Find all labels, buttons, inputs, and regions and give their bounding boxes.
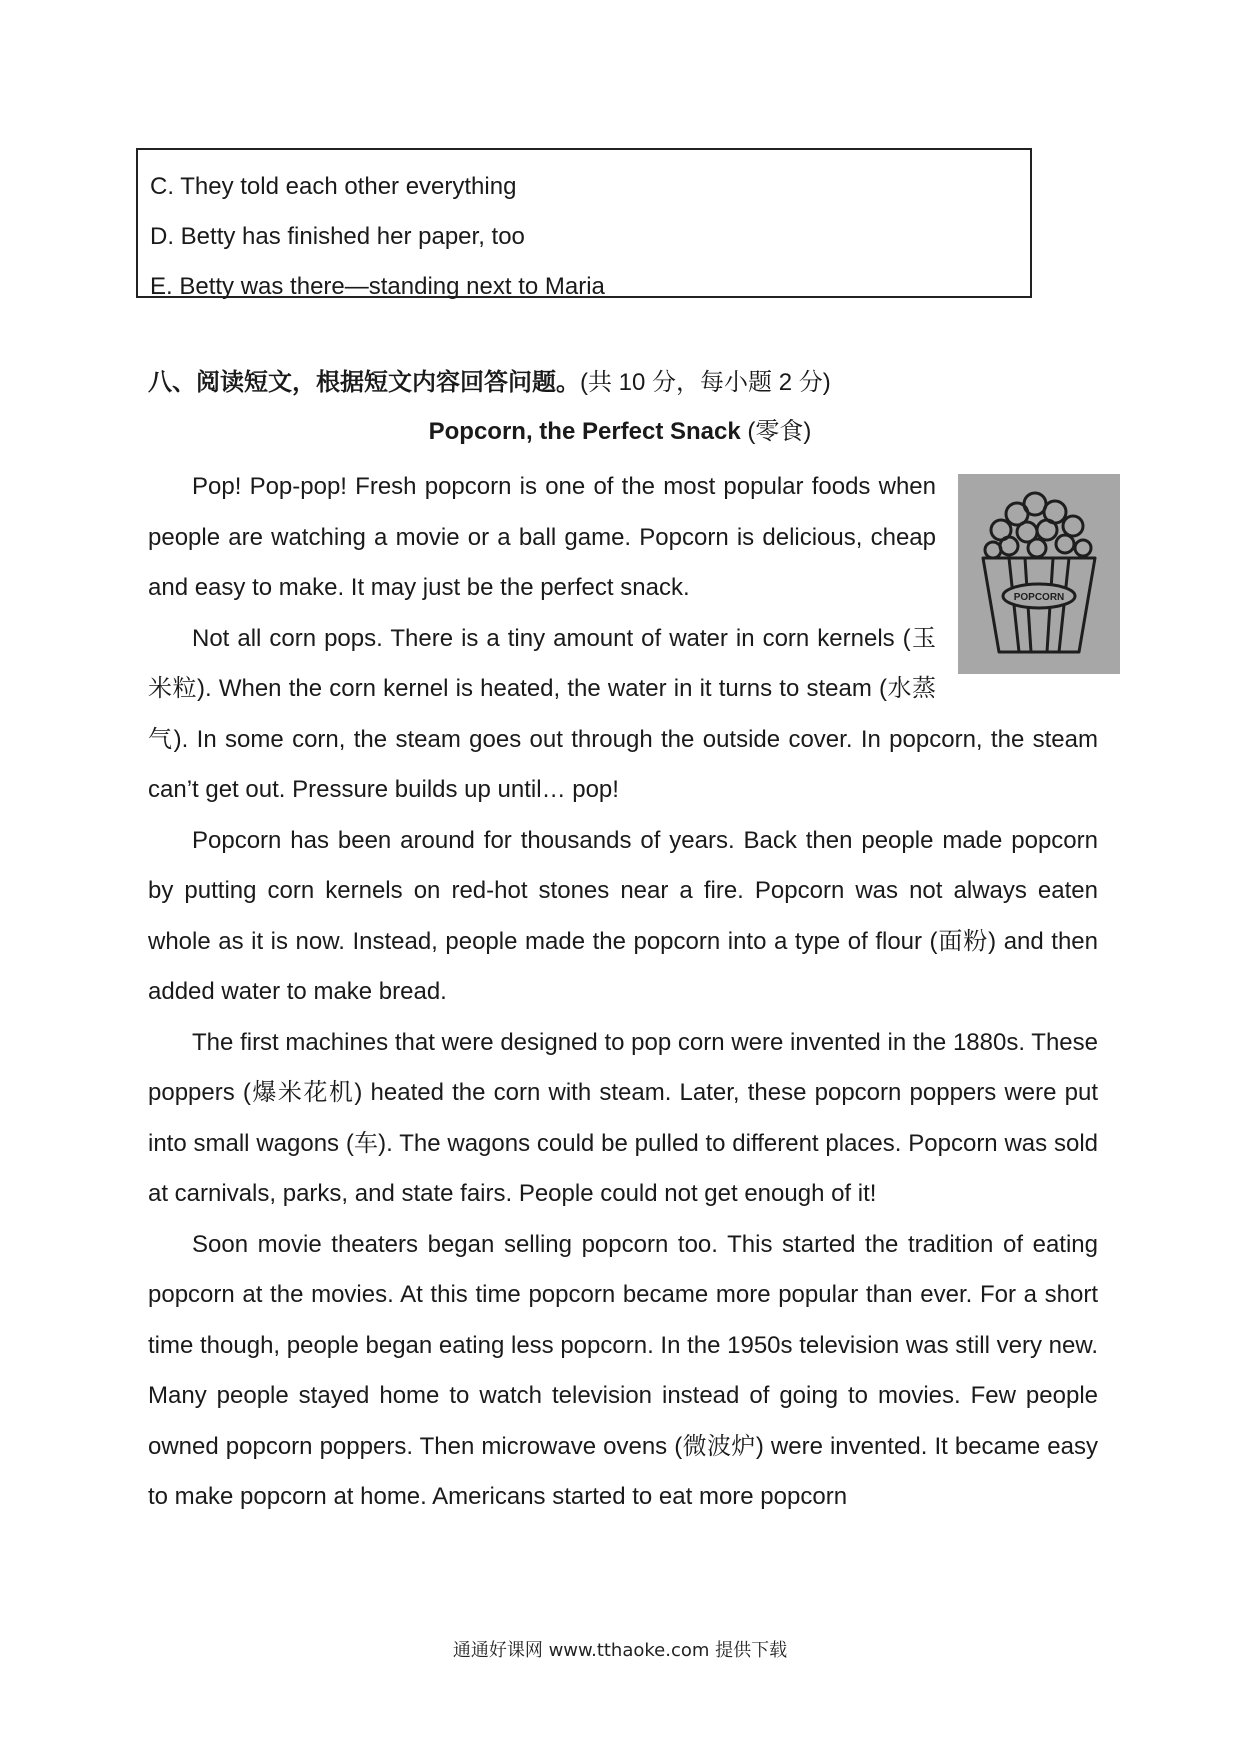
option-d: D. Betty has finished her paper, too [150,223,525,250]
article-paragraph: Soon movie theaters began selling popcorn too. This started the tradition of eating popcorn at the movies. At this time popcorn became more popular than ever. For a short time though, people began eating less popcorn. In the 1950s television was still very new. Many people stayed home to watch television instead of going to movies. Few people owned popcorn poppers. Then microwave ovens (微波炉) were invented. It became easy to make popcorn at home. Americans started to eat more popcorn [148,1230,1098,1510]
article-paragraph: Not all corn pops. There is a tiny amount of water in corn kernels (玉米粒). When the corn kernel is heated, the water in it turns to steam (水蒸气). In some corn, the steam goes out through the outside cover. In popcorn, the steam can’t get out. Pressure builds up until… pop! [148,624,1098,803]
article-title [0,412,1240,452]
section-score: (共 10 分，每小题 2 分) [580,369,831,396]
article-paragraph: Pop! Pop-pop! Fresh popcorn is one of the most popular foods when people are watching a movie or a ball game. Popcorn is delicious, cheap and easy to make. It may just be the perfect snack. [148,473,936,601]
section-instruction: 八、阅读短文，根据短文内容回答问题。 [148,368,580,396]
article-paragraph: The first machines that were designed to pop corn were invented in the 1880s. These poppers (爆米花机) heated the corn with steam. Later, these popcorn poppers were put into small wagons (车). The wagons could be pulled to different places. Popcorn was sold at carnivals, parks, and state fairs. People could not get enough of it! [148,1028,1098,1207]
article-body [148,462,1098,1523]
option-e: E. Betty was there—standing next to Maria [150,273,605,300]
page-footer: 通通好课网 www.tthaoke.com 提供下载 [452,1640,788,1661]
popcorn-image [958,474,1120,674]
section-heading [148,362,831,403]
article-title-gloss: (零食) [740,418,812,445]
popcorn-label: POPCORN [1013,592,1065,603]
popcorn-box-icon [969,484,1109,664]
option-c: C. They told each other everything [150,173,517,200]
article-title-text: Popcorn, the Perfect Snack [428,418,741,445]
article-paragraph: Popcorn has been around for thousands of years. Back then people made popcorn by putting corn kernels on red-hot stones near a fire. Popcorn was not always eaten whole as it is now. Instead, people made the popcorn into a type of flour (面粉) and then added water to make bread. [148,826,1098,1005]
answer-options-box [136,148,1032,298]
